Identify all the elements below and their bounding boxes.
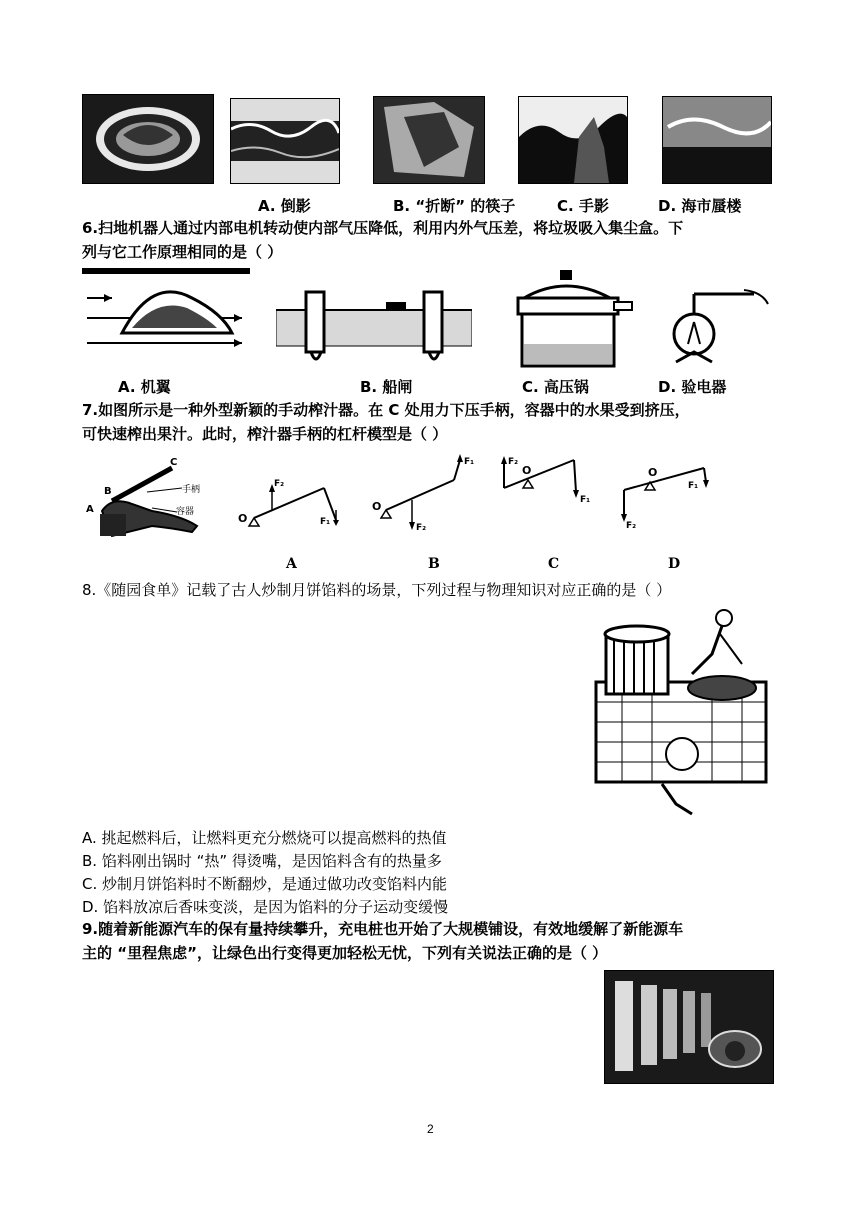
chopsticks-image	[231, 99, 339, 183]
lever-a-f2: F₂	[274, 479, 285, 489]
q9-photo-charging-station	[604, 970, 774, 1084]
q7-option-a: A	[286, 556, 297, 572]
q6-stem-line1: 6.扫地机器人通过内部电机转动使内部气压降低，利用内外气压差，将垃圾吸入集尘盒。下	[82, 219, 684, 237]
juicer-label-a: A	[86, 504, 94, 515]
juicer-label-c: C	[170, 457, 178, 468]
q9-stem-line1: 9.随着新能源汽车的保有量持续攀升，充电桩也开始了大规模铺设，有效地缓解了新能源车	[82, 920, 684, 938]
q6-option-a: A. 机翼	[118, 378, 171, 396]
lever-b-f2: F₂	[416, 523, 427, 533]
wing-diagram	[82, 268, 250, 368]
lever-a-o: O	[238, 512, 248, 525]
electroscope-diagram	[664, 282, 772, 368]
q5-photo-extra	[662, 96, 772, 184]
lever-d-diagram	[616, 460, 720, 532]
q5-photo-hand-shadow	[373, 96, 485, 184]
lever-b-diagram	[368, 452, 478, 534]
page-number: 2	[427, 1122, 434, 1136]
q7-option-c: C	[548, 556, 560, 572]
lever-d-f1: F₁	[688, 481, 699, 491]
q6-stem-line2: 列与它工作原理相同的是（ ）	[82, 243, 283, 261]
q8-figure-cooking	[592, 604, 772, 816]
q6-figure-pressure-cooker	[510, 268, 634, 372]
q5-photo-chopsticks	[230, 98, 340, 184]
q7-option-b: B	[428, 556, 440, 572]
lever-c-o: O	[522, 464, 532, 477]
juicer-label-container: 容器	[176, 507, 195, 517]
lever-c-diagram	[496, 452, 600, 516]
q6-figure-electroscope	[664, 282, 772, 368]
q6-option-d: D. 验电器	[658, 378, 727, 396]
lever-d-o: O	[648, 466, 658, 479]
lever-a-diagram	[232, 468, 352, 532]
q7-option-d: D	[668, 556, 681, 572]
q6-option-b: B. 船闸	[360, 378, 413, 396]
q8-option-b: B. 馅料刚出锅时 “热” 得烫嘴，是因馅料含有的热量多	[82, 852, 442, 870]
juicer-label-b: B	[104, 486, 112, 497]
q5-option-d: D. 海市蜃楼	[658, 197, 742, 215]
q7-stem-line1: 7.如图所示是一种外型新颖的手动榨汁器。在 C 处用力下压手柄，容器中的水果受到挤压，	[82, 401, 690, 419]
q5-photo-reflection	[82, 94, 214, 184]
q6-figure-wing	[82, 268, 250, 368]
q7-figure-juicer	[82, 456, 208, 544]
lever-d-f2: F₂	[626, 521, 637, 531]
lever-b-f1: F₁	[464, 457, 475, 467]
mirage-image	[519, 97, 627, 183]
q8-stem: 8.《随园食单》记载了古人炒制月饼馅料的场景，下列过程与物理知识对应正确的是（ ）	[82, 581, 672, 599]
q5-option-b: B. “折断” 的筷子	[393, 197, 516, 215]
lever-c-f2: F₂	[508, 457, 519, 467]
lever-a-f1: F₁	[320, 517, 331, 527]
pressure-cooker-diagram	[510, 268, 634, 372]
q9-stem-line2: 主的 “里程焦虑”，让绿色出行变得更加轻松无忧，下列有关说法正确的是（ ）	[82, 944, 608, 962]
q5-option-c: C. 手影	[557, 197, 609, 215]
q6-option-c: C. 高压锅	[522, 378, 589, 396]
lever-b-o: O	[372, 500, 382, 513]
q7-lever-b	[368, 452, 478, 534]
juicer-label-handle: 手柄	[182, 485, 201, 495]
juicer-diagram	[82, 456, 208, 544]
q8-option-a: A. 挑起燃料后，让燃料更充分燃烧可以提高燃料的热值	[82, 829, 447, 847]
hand-shadow-image	[374, 97, 484, 183]
ship-lock-diagram	[276, 282, 472, 368]
q6-figure-ship-lock	[276, 282, 472, 368]
q8-option-c: C. 炒制月饼馅料时不断翻炒，是通过做功改变馅料内能	[82, 875, 448, 893]
cooking-scene-diagram	[592, 604, 772, 816]
q7-stem-line2: 可快速榨出果汁。此时，榨汁器手柄的杠杆模型是（ ）	[82, 425, 448, 443]
lever-c-f1: F₁	[580, 495, 591, 505]
q7-lever-a	[232, 468, 352, 532]
q7-lever-c	[496, 452, 600, 516]
sea-image	[663, 97, 771, 183]
q5-option-a: A. 倒影	[258, 197, 311, 215]
q5-photo-mirage	[518, 96, 628, 184]
q8-option-d: D. 馅料放凉后香味变淡，是因为馅料的分子运动变缓慢	[82, 898, 449, 916]
q7-lever-d	[616, 460, 720, 532]
reflection-image	[83, 95, 213, 183]
charging-station-image	[605, 971, 773, 1083]
